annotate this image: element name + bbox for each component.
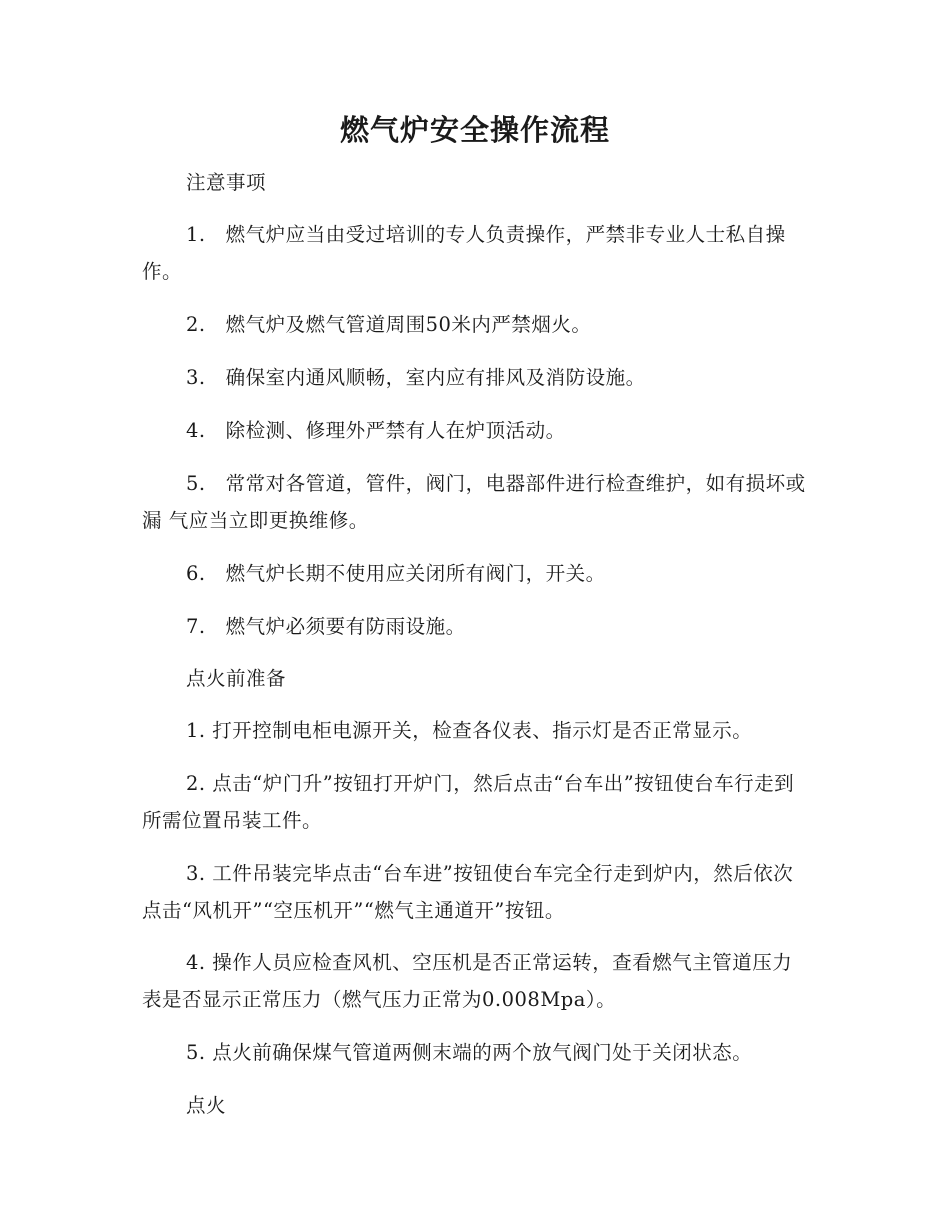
section-heading-ignition: 点火 [186,1094,227,1117]
precaution-item-5: 5. 常常对各管道，管件，阀门，电器部件进行检查维护，如有损坏或漏 气应当立即更换维修。 [142,472,806,532]
precaution-item-1: 1. 燃气炉应当由受过培训的专人负责操作，严禁非专业人士私自操作。 [142,223,786,283]
preparation-item-5: 5. 点火前确保煤气管道两侧末端的两个放气阀门处于关闭状态。 [186,1041,753,1064]
precaution-item-2: 2. 燃气炉及燃气管道周围50米内严禁烟火。 [186,313,592,336]
section-heading-preparation: 点火前准备 [186,667,287,690]
precaution-item-6: 6. 燃气炉长期不使用应关闭所有阀门，开关。 [186,562,606,585]
precaution-item-7: 7. 燃气炉必须要有防雨设施。 [186,615,466,638]
section-heading-precautions: 注意事项 [186,171,267,194]
preparation-item-3: 3. 工件吊装完毕点击“台车进”按钮使台车完全行走到炉内，然后依次点击“风机开”“空压机开”“燃气主通道开”按钮。 [142,862,794,922]
preparation-item-1: 1. 打开控制电柜电源开关，检查各仪表、指示灯是否正常显示。 [186,719,753,742]
precaution-item-4: 4. 除检测、修理外严禁有人在炉顶活动。 [186,419,566,442]
document-title: 燃气炉安全操作流程 [339,113,610,147]
preparation-item-4: 4. 操作人员应检查风机、空压机是否正常运转，查看燃气主管道压力表是否显示正常压力（燃气压力正常为0.008Mpa）。 [142,951,793,1011]
preparation-item-2: 2. 点击“炉门升”按钮打开炉门，然后点击“台车出”按钮使台车行走到所需位置吊装工件。 [142,772,795,832]
precaution-item-3: 3. 确保室内通风顺畅，室内应有排风及消防设施。 [186,366,646,389]
